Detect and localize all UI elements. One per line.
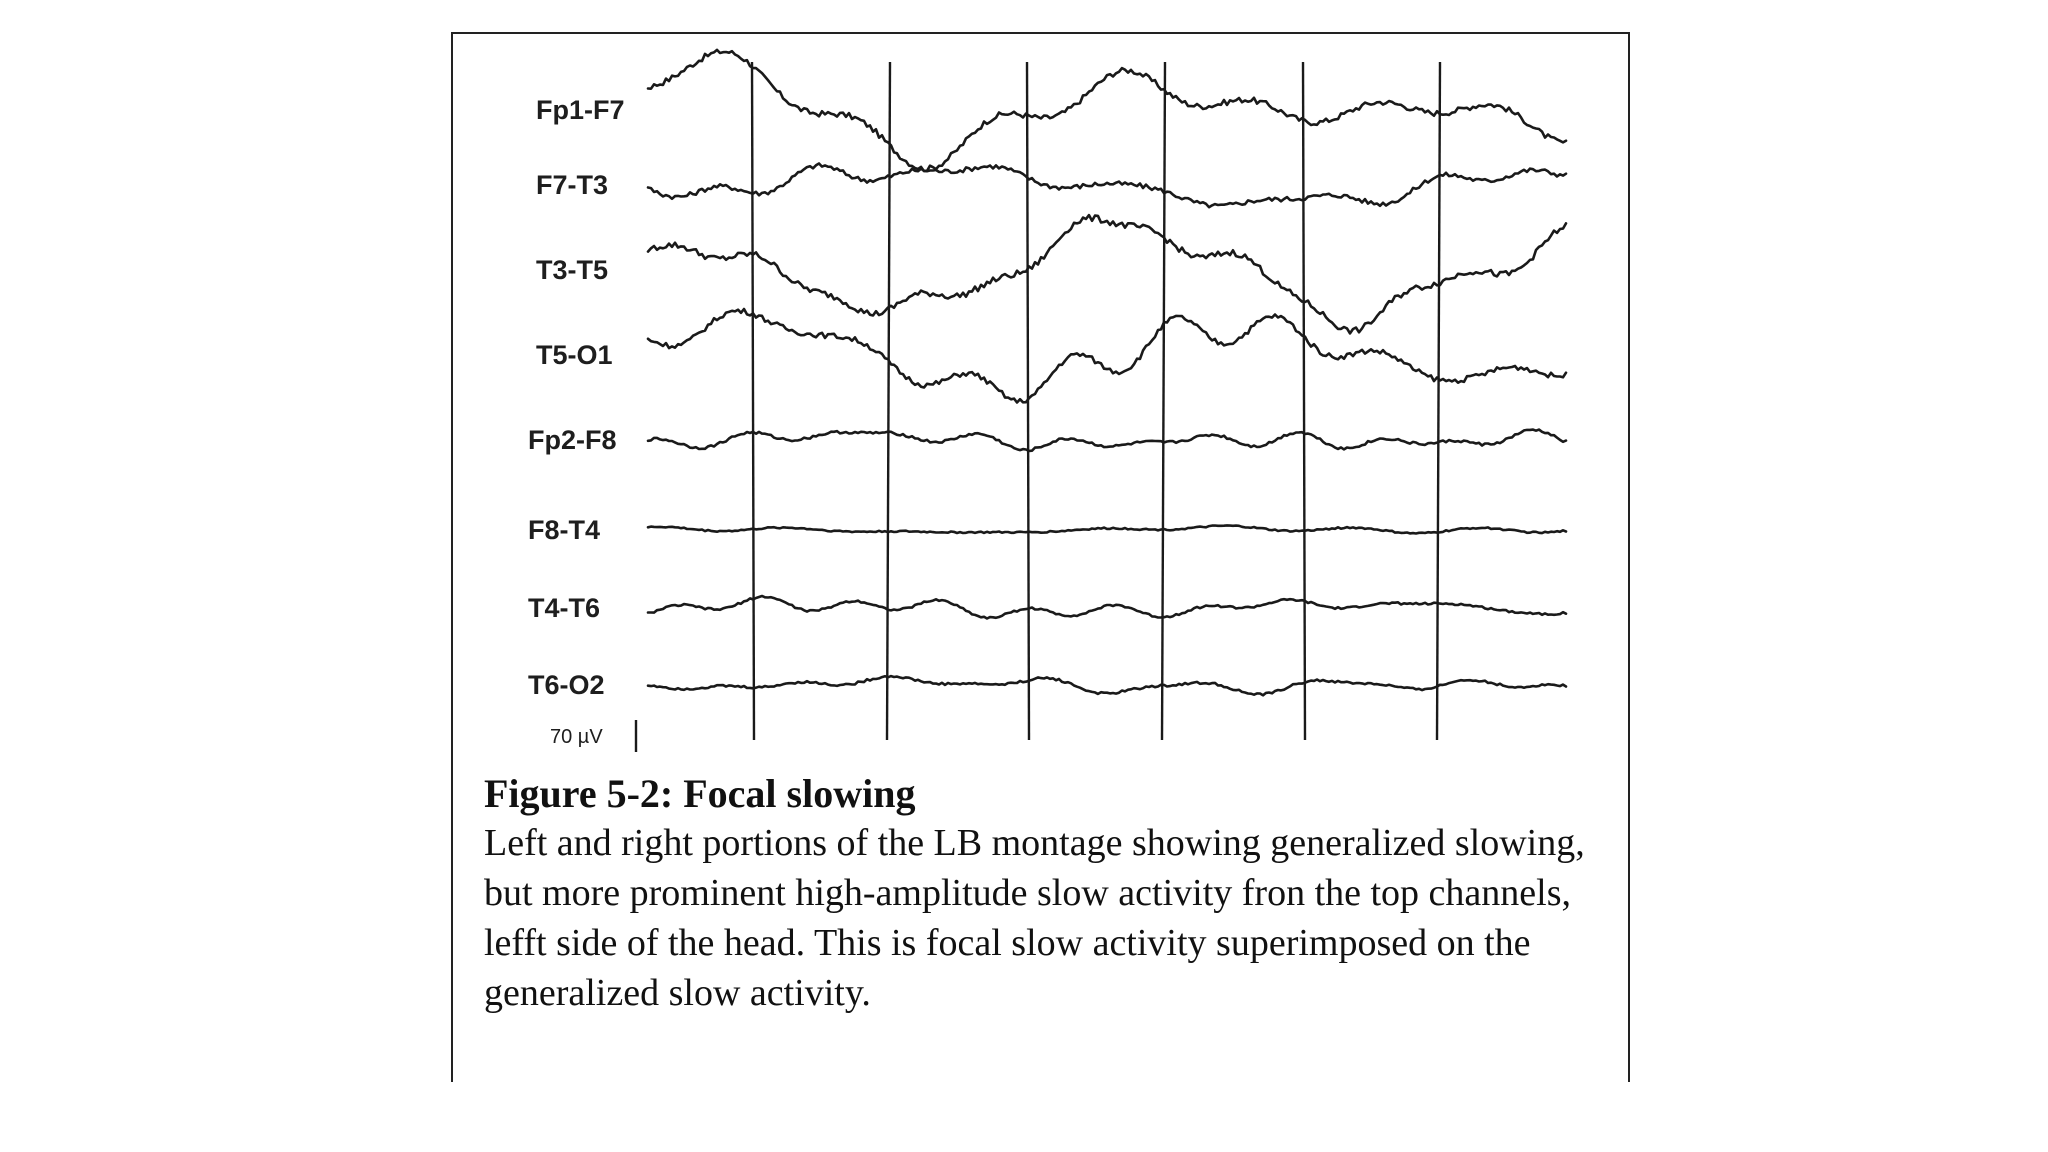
time-marker	[1437, 62, 1440, 740]
time-marker	[1162, 62, 1165, 740]
time-marker	[752, 62, 754, 740]
channel-label: T5-O1	[536, 340, 613, 370]
time-markers	[752, 62, 1440, 740]
channel-label: T6-O2	[528, 670, 605, 700]
channel-trace	[648, 676, 1566, 695]
channel-label: Fp1-F7	[536, 95, 625, 125]
channel-trace	[648, 215, 1566, 333]
channel-traces	[648, 50, 1566, 695]
channel-label: F8-T4	[528, 515, 601, 545]
channel-trace	[648, 309, 1566, 403]
channel-label: T3-T5	[536, 255, 609, 285]
channel-trace	[648, 164, 1566, 208]
time-marker	[887, 62, 890, 740]
channel-trace	[648, 525, 1566, 533]
channel-label: F7-T3	[536, 170, 609, 200]
time-marker	[1303, 62, 1305, 740]
figure-title: Figure 5-2: Focal slowing	[484, 771, 916, 816]
scale-label: 70 µV	[550, 726, 603, 748]
channel-trace	[648, 430, 1566, 451]
channel-label: Fp2-F8	[528, 425, 617, 455]
channel-label: T4-T6	[528, 593, 601, 623]
figure-caption: Left and right portions of the LB montage showing generalized slowing, but more prominent high-amplitude slow activity fron the top channels, lefft side of the head. This is focal slow activity superimposed on the generalized slow activity.	[484, 822, 1585, 1014]
channel-labels	[528, 95, 625, 700]
amplitude-scale	[550, 720, 636, 752]
channel-trace	[648, 50, 1566, 171]
channel-trace	[648, 596, 1566, 619]
